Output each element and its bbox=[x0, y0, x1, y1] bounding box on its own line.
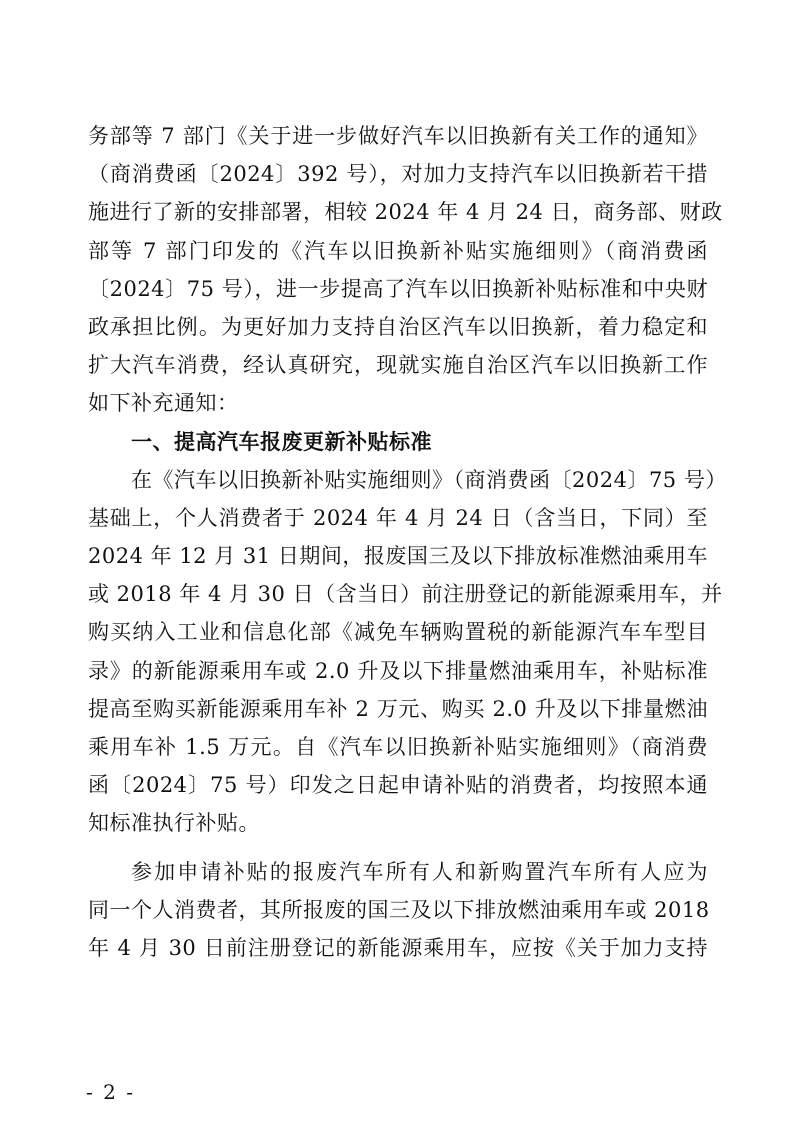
text-line: 同一个人消费者，其所报废的国三及以下排放燃油乘用车或 2018 bbox=[88, 897, 710, 922]
text-line: （商消费函〔2024〕392 号），对加力支持汽车以旧换新若干措 bbox=[88, 162, 708, 187]
text-line: 提高至购买新能源乘用车补 2 万元、购买 2.0 升及以下排量燃油 bbox=[88, 696, 708, 721]
page-number: - 2 - bbox=[86, 1080, 135, 1104]
text-line: 〔2024〕75 号），进一步提高了汽车以旧换新补贴标准和中央财 bbox=[88, 276, 708, 301]
text-line: 扩大汽车消费，经认真研究，现就实施自治区汽车以旧换新工作 bbox=[88, 353, 708, 378]
text-line: 部等 7 部门印发的《汽车以旧换新补贴实施细则》（商消费函 bbox=[88, 238, 708, 263]
text-line: 年 4 月 30 日前注册登记的新能源乘用车，应按《关于加力支持 bbox=[88, 935, 708, 960]
text-line: 或 2018 年 4 月 30 日（含当日）前注册登记的新能源乘用车，并 bbox=[88, 582, 723, 607]
text-line: 函〔2024〕75 号）印发之日起申请补贴的消费者，均按照本通 bbox=[88, 773, 708, 798]
paragraph-gap bbox=[88, 843, 708, 853]
text-line: 如下补充通知： bbox=[88, 391, 239, 416]
text-line: 2024 年 12 月 31 日期间，报废国三及以下排放标准燃油乘用车 bbox=[88, 544, 708, 569]
text-line: 施进行了新的安排部署，相较 2024 年 4 月 24 日，商务部、财政 bbox=[88, 200, 723, 225]
text-line: 参加申请补贴的报废汽车所有人和新购置汽车所有人应为 bbox=[131, 859, 708, 884]
text-line: 务部等 7 部门《关于进一步做好汽车以旧换新有关工作的通知》 bbox=[88, 124, 708, 148]
text-line: 知标准执行补贴。 bbox=[88, 811, 260, 836]
text-line: 在《汽车以旧换新补贴实施细则》（商消费函〔2024〕75 号） bbox=[131, 467, 727, 492]
text-line: 基础上，个人消费者于 2024 年 4 月 24 日（含当日，下同）至 bbox=[88, 505, 708, 530]
text-line: 录》的新能源乘用车或 2.0 升及以下排量燃油乘用车，补贴标准 bbox=[88, 658, 708, 683]
section-heading: 一、提高汽车报废更新补贴标准 bbox=[131, 429, 432, 454]
text-line: 政承担比例。为更好加力支持自治区汽车以旧换新，着力稳定和 bbox=[88, 314, 708, 339]
text-line: 乘用车补 1.5 万元。自《汽车以旧换新补贴实施细则》（商消费 bbox=[88, 735, 708, 759]
text-line: 购买纳入工业和信息化部《减免车辆购置税的新能源汽车车型目 bbox=[88, 620, 708, 645]
document-body bbox=[88, 117, 727, 967]
